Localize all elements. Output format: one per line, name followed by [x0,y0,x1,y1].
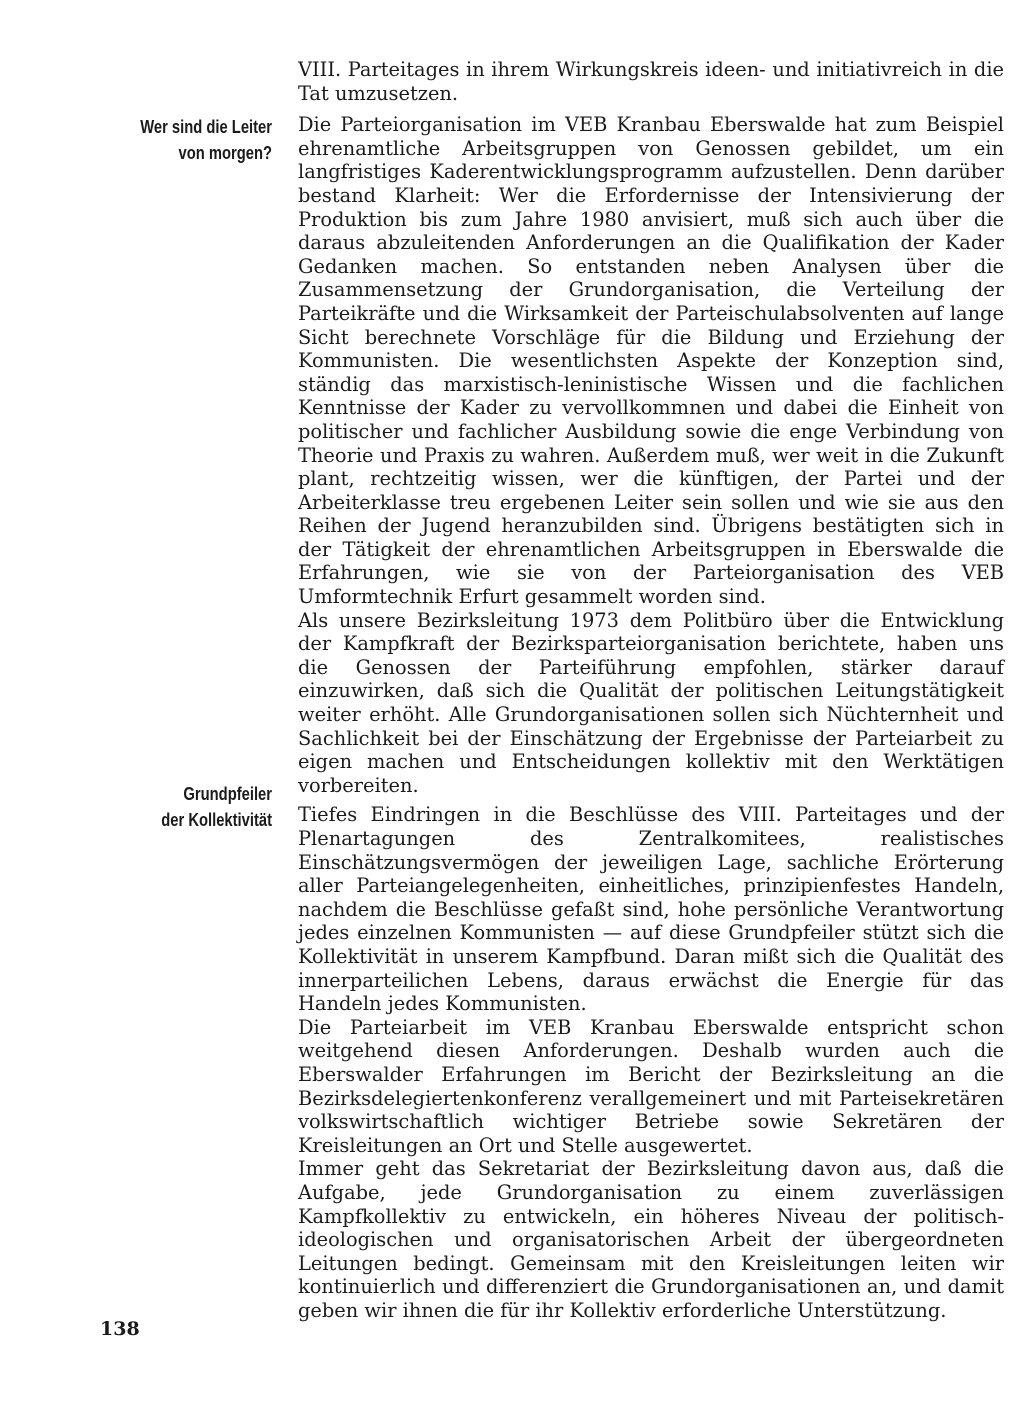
paragraph: Als unsere Bezirksleitung 1973 dem Politbüro über die Entwicklung der Kampfkraft der Bezirksparteiorganisation berichtete, haben uns die Genossen der Parteiführung empfohlen, stärker darauf einzuwirken, daß sich die Qualität der politischen Leitungstätigkeit weiter erhöht. Alle Grundorganisationen sollen sich Nüchternheit und Sachlichkeit bei der Einschätzung der Ergebnisse der Parteiarbeit zu eigen machen und Entscheidungen kollektiv mit den Werktätigen vorbereiten. [298,608,1004,797]
side-heading-collectivity [92,781,272,833]
paragraph: Die Parteiarbeit im VEB Kranbau Eberswalde entspricht schon weitgehend diesen Anforderungen. Deshalb wurden auch die Eberswalder Erfahrungen im Bericht der Bezirksleitung an die Bezirksdelegiertenkonferenz verallgemeinert und mit Parteisekretären volkswirtschaftlich wichtiger Betriebe sowie Sekretären der Kreisleitungen an Ort und Stelle ausgewertet. [298,1015,1004,1157]
side-heading-line: Grundpfeiler [183,784,272,804]
side-heading-line: Wer sind die Leiter [140,117,272,137]
body-text [298,58,1004,1322]
side-heading-leaders [92,114,272,166]
side-heading-line: von morgen? [178,143,272,163]
paragraph: Die Parteiorganisation im VEB Kranbau Eberswalde hat zum Beispiel ehrenamtliche Arbeitsgruppen von Genossen gebildet, um ein langfristiges Kaderentwicklungsprogramm aufzustellen. Denn darüber bestand Klarheit: Wer die Erfordernisse der Intensivierung der Produktion bis zum Jahre 1980 anvisiert, muß sich auch über die daraus abzuleitenden Anforderungen an die Qualifikation der Kader Gedanken machen. So entstanden neben Analysen über die Zusammensetzung der Grundorganisation, die Verteilung der Parteikräfte und die Wirksamkeit der Parteischulabsolventen auf lange Sicht berechnete Vorschläge für die Bildung und Erziehung der Kommunisten. Die wesentlichsten Aspekte der Konzeption sind, ständig das marxistisch-leninistische Wissen und die fachlichen Kenntnisse der Kader zu vervollkommnen und dabei die Einheit von politischer und fachlicher Ausbildung sowie die enge Verbindung von Theorie und Praxis zu wahren. Außerdem muß, wer weit in die Zukunft plant, rechtzeitig wissen, wer die künftigen, der Partei und der Arbeiterklasse treu ergebenen Leiter sein sollen und wie sie aus den Reihen der Jugend heranzubilden sind. Übrigens bestätigten sich in der Tätigkeit der ehrenamtlichen Arbeitsgruppen in Eberswalde die Erfahrungen, wie sie von der Parteiorganisation des VEB Umformtechnik Erfurt gesammelt worden sind. [298,113,1004,609]
side-heading-line: der Kollektivität [161,810,272,830]
paragraph: Immer geht das Sekretariat der Bezirksleitung davon aus, daß die Aufgabe, jede Grundorganisation zu einem zuverlässigen Kampfkollektiv zu entwickeln, ein höheres Niveau der politisch-ideologischen und organisatorischen Arbeit der übergeordneten Leitungen bedingt. Gemeinsam mit den Kreisleitungen leiten wir kontinuierlich und differenziert die Grundorganisationen an, und damit geben wir ihnen die für ihr Kollektiv erforderliche Unterstützung. [298,1157,1004,1322]
page-number: 138 [100,1318,140,1340]
paragraph: VIII. Parteitages in ihrem Wirkungskreis ideen- und initiativreich in die Tat umzusetzen. [298,58,1004,105]
paragraph: Tiefes Eindringen in die Beschlüsse des VIII. Parteitages und der Plenartagungen des Zentralkomitees, realistisches Einschätzungsvermögen der jeweiligen Lage, sachliche Erörterung aller Parteiangelegenheiten, einheitliches, prinzipienfestes Handeln, nachdem die Beschlüsse gefaßt sind, hohe persönliche Verantwortung jedes einzelnen Kommunisten — auf diese Grundpfeiler stützt sich die Kollektivität in unserem Kampfbund. Daran mißt sich die Qualität des innerparteilichen Lebens, daraus erwächst die Energie für das Handeln jedes Kommunisten. [298,803,1004,1016]
